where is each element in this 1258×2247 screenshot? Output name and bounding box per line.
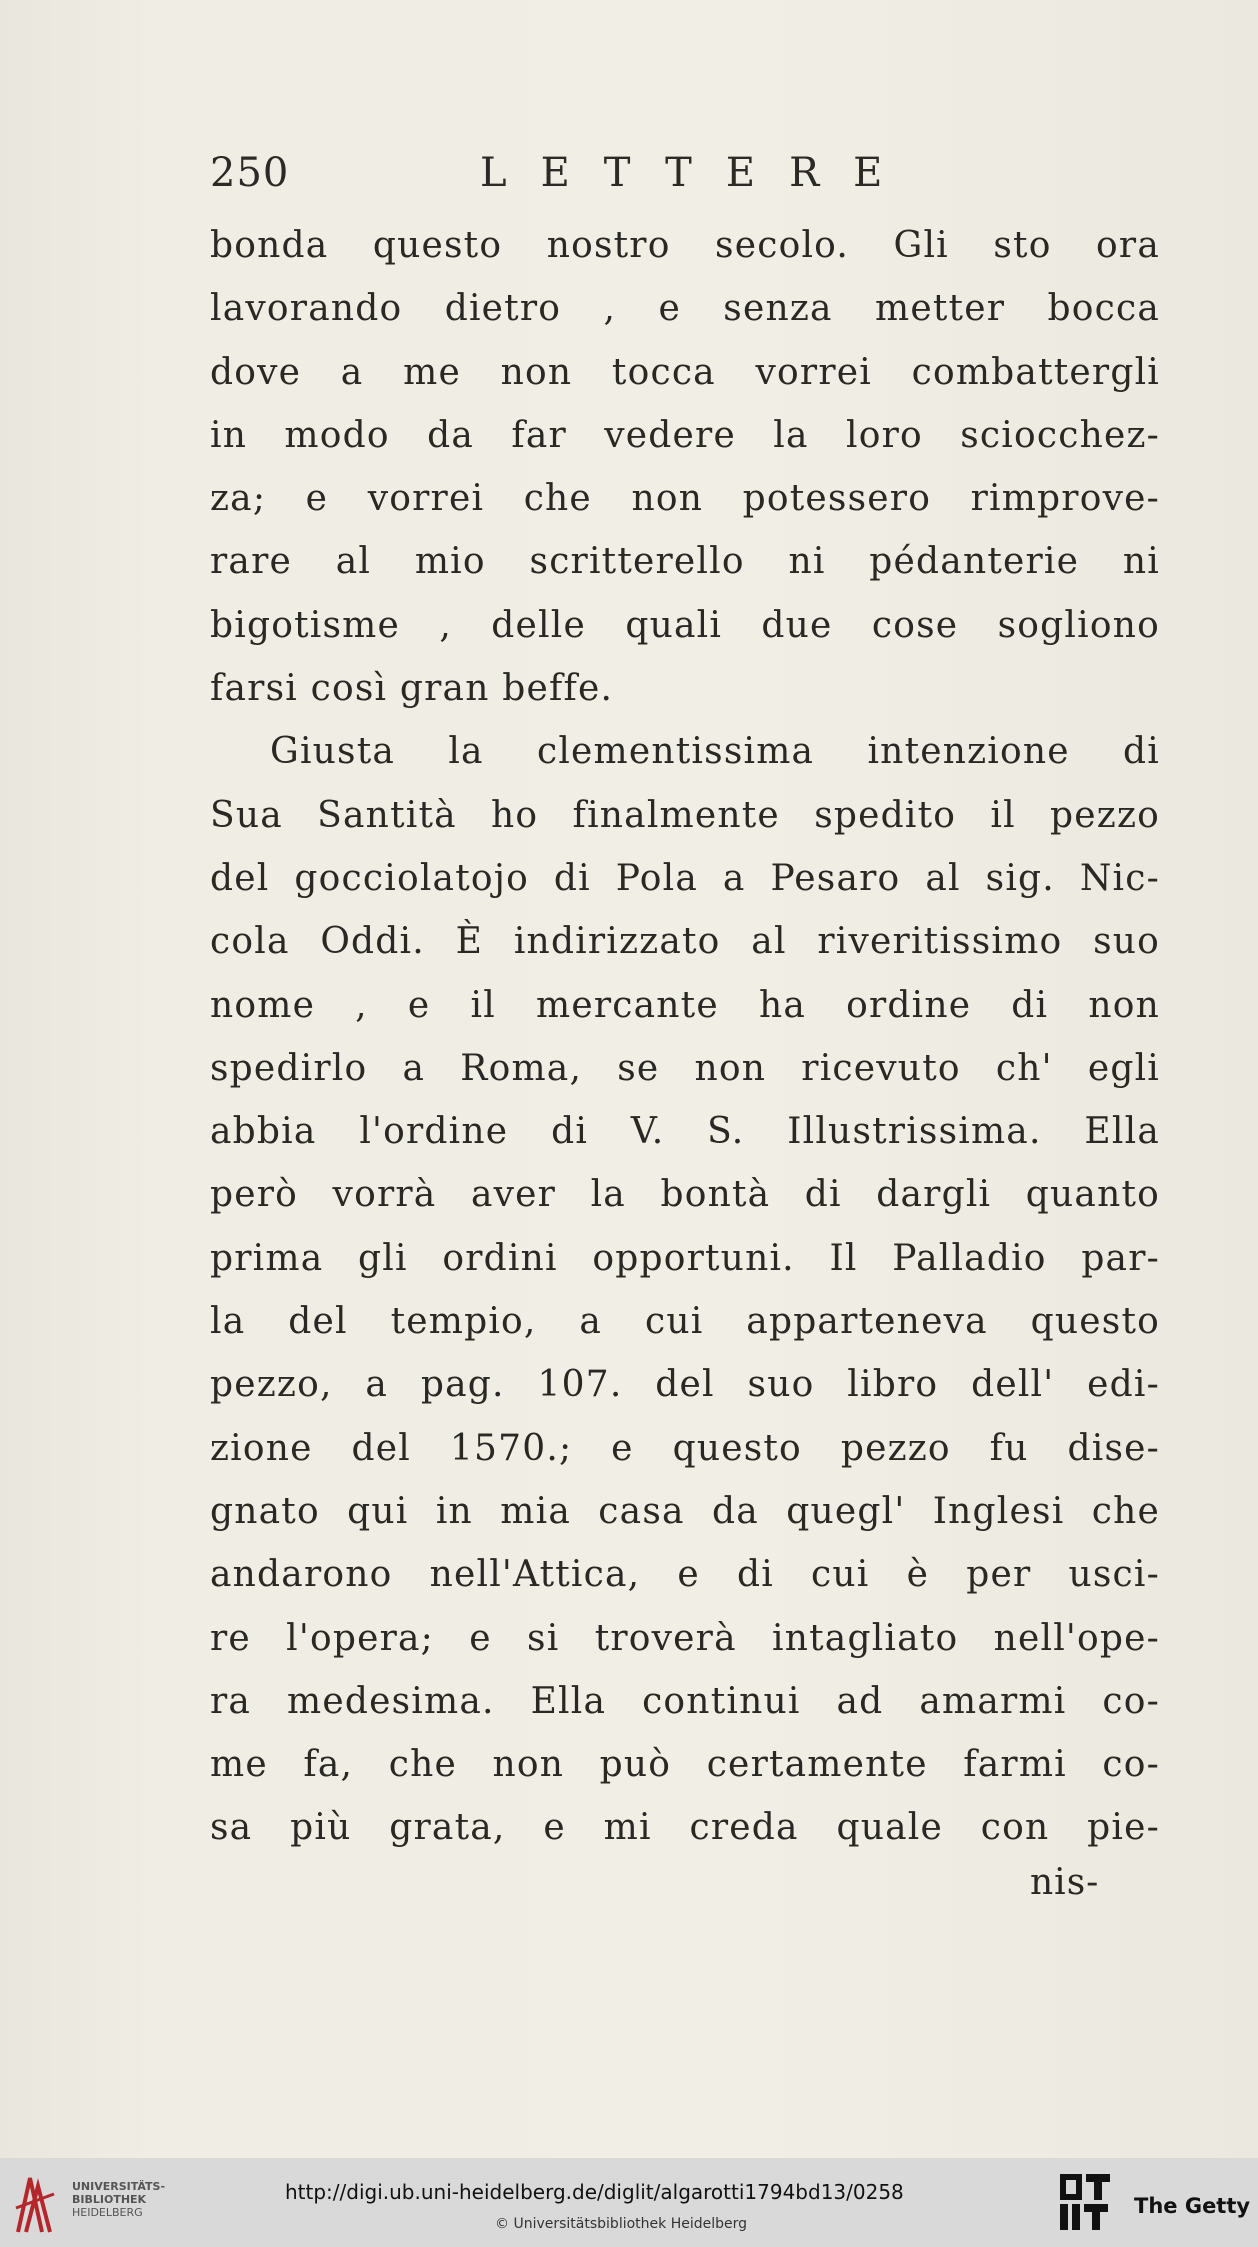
running-head: LETTERE [480,150,917,196]
text-line: re l'opera; e si troverà intagliato nell'ope- [210,1617,1160,1659]
text-line: del gocciolatojo di Pola a Pesaro al sig. Nic- [210,857,1160,899]
text-line: bonda questo nostro secolo. Gli sto ora [210,225,1160,266]
university-library-logo-icon [12,2168,58,2238]
text-line: però vorrà aver la bontà di dargli quanto [210,1174,1160,1216]
text-line: sa più grata, e mi creda quale con pie- [210,1807,1160,1849]
text-line: zione del 1570.; e questo pezzo fu dise- [210,1427,1160,1469]
text-line: Sua Santità ho finalmente spedito il pezzo [210,794,1160,836]
text-line: in modo da far vedere la loro sciocchez- [210,414,1160,456]
text-line: andarono nell'Attica, e di cui è per usci- [210,1554,1160,1596]
text-line: gnato qui in mia casa da quegl' Inglesi che [210,1490,1160,1532]
text-line: spedirlo a Roma, se non ricevuto ch' egli [210,1047,1160,1089]
library-name-line: HEIDELBERG [72,2206,143,2219]
text-line: Giusta la clementissima intenzione di [270,731,1160,773]
sponsor-name: The Getty [1134,2194,1251,2218]
text-line: cola Oddi. È indirizzato al riveritissimo suo [210,921,1160,963]
copyright-notice: © Universitätsbibliothek Heidelberg [495,2216,748,2232]
catchword: nis- [1030,1862,1100,1903]
text-line: farsi così gran beffe. [210,668,614,710]
text-line: pezzo, a pag. 107. del suo libro dell' edi- [210,1364,1160,1406]
library-name-line: BIBLIOTHEK [72,2193,147,2206]
text-line: nome , e il mercante ha ordine di non [210,984,1160,1026]
text-line: za; e vorrei che non potessero rimprove- [210,478,1160,520]
text-line: la del tempio, a cui apparteneva questo [210,1301,1160,1343]
footer-bar [0,2158,1258,2247]
getty-logo-icon [1058,2172,1114,2234]
text-line: bigotisme , delle quali due cose sogliono [210,604,1160,646]
permalink-url[interactable]: http://digi.ub.uni-heidelberg.de/diglit/algarotti1794bd13/0258 [285,2180,904,2204]
page-number: 250 [210,150,290,196]
page-header [210,150,1170,210]
text-line: me fa, che non può certamente farmi co- [210,1744,1160,1786]
text-line: ra medesima. Ella continui ad amarmi co- [210,1680,1160,1722]
text-line: dove a me non tocca vorrei combattergli [210,351,1160,393]
text-line: lavorando dietro , e senza metter bocca [210,288,1160,330]
text-line: rare al mio scritterello ni pédanterie ni [210,541,1160,583]
text-line: abbia l'ordine di V. S. Illustrissima. Ella [210,1111,1160,1153]
body-text [210,214,1160,1860]
text-line: prima gli ordini opportuni. Il Palladio par- [210,1237,1160,1279]
library-name-line: UNIVERSITÄTS- [72,2180,166,2193]
university-library-name [72,2180,165,2219]
